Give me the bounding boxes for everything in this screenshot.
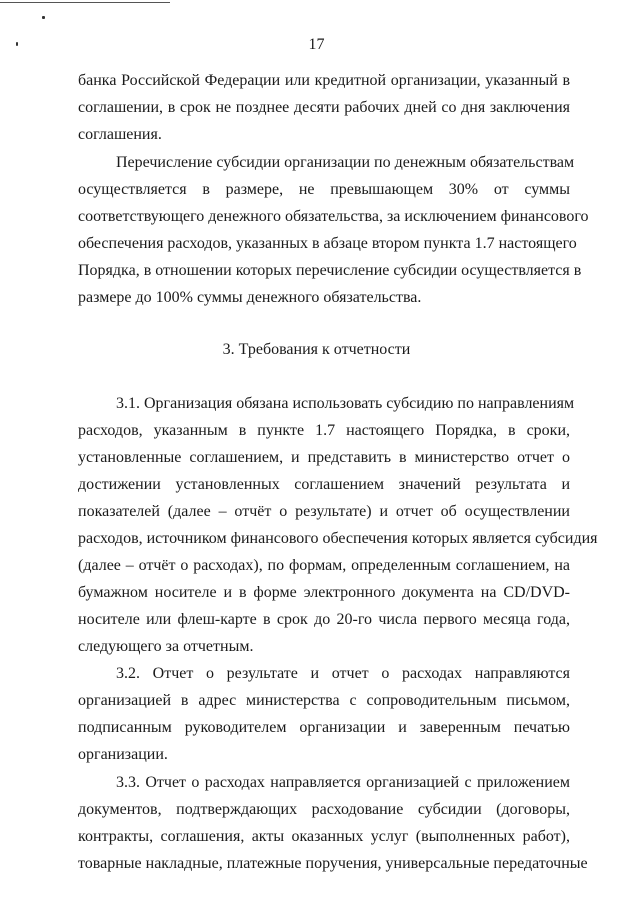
text-line: расходов, источником финансового обеспечения которых является субсидия xyxy=(78,530,598,547)
text-line: 3.1. Организация обязана использовать субсидию по направлениям xyxy=(116,395,575,412)
text-line: показателей (далее – отчёт о результате) и отчет об осуществлении xyxy=(78,503,570,520)
text-line: организации. xyxy=(78,746,168,763)
section-heading: 3. Требования к отчетности xyxy=(222,341,411,358)
text-line: 3.3. Отчет о расходах направляется организацией с приложением xyxy=(116,774,570,791)
text-line: обеспечения расходов, указанных в абзаце втором пункта 1.7 настоящего xyxy=(78,235,577,252)
scan-top-rule xyxy=(0,2,170,3)
text-line: расходов, указанным в пункте 1.7 настоящего Порядка, в сроки, xyxy=(78,422,570,439)
text-line: подписанным руководителем организации и заверенным печатью xyxy=(78,719,570,736)
text-line: Порядка, в отношении которых перечисление субсидии осуществляется в xyxy=(78,262,582,279)
text-line: осуществляется в размере, не превышающем 30% от суммы xyxy=(78,181,570,198)
scan-mark xyxy=(42,16,45,19)
text-line: размере до 100% суммы денежного обязательства. xyxy=(78,289,422,306)
text-line: товарные накладные, платежные поручения, универсальные передаточные xyxy=(78,855,588,872)
text-line: установленные соглашением, и представить в министерство отчет о xyxy=(78,449,570,466)
text-line: соглашении, в срок не позднее десяти рабочих дней со дня заключения xyxy=(78,99,570,116)
text-line: Перечисление субсидии организации по денежным обязательствам xyxy=(116,154,575,171)
text-line: соглашения. xyxy=(78,126,162,143)
text-line: контракты, соглашения, акты оказанных услуг (выполненных работ), xyxy=(78,828,570,845)
text-line: достижении установленных соглашением значений результата и xyxy=(78,476,570,493)
text-line: бумажном носителе и в форме электронного документа на CD/DVD- xyxy=(78,584,570,601)
text-line: соответствующего денежного обязательства, за исключением финансового xyxy=(78,208,589,225)
page-number: 17 xyxy=(308,36,325,53)
text-line: 3.2. Отчет о результате и отчет о расходах направляются xyxy=(116,665,570,682)
text-line: организацией в адрес министерства с сопроводительным письмом, xyxy=(78,692,570,709)
text-line: носителе или флеш-карте в срок до 20-го числа первого месяца года, xyxy=(78,611,570,628)
text-line: следующего за отчетным. xyxy=(78,638,254,655)
text-line: (далее – отчёт о расходах), по формам, определенным соглашением, на xyxy=(78,557,570,574)
text-line: банка Российской Федерации или кредитной организации, указанный в xyxy=(78,72,570,89)
text-line: документов, подтверждающих расходование субсидии (договоры, xyxy=(78,801,570,818)
